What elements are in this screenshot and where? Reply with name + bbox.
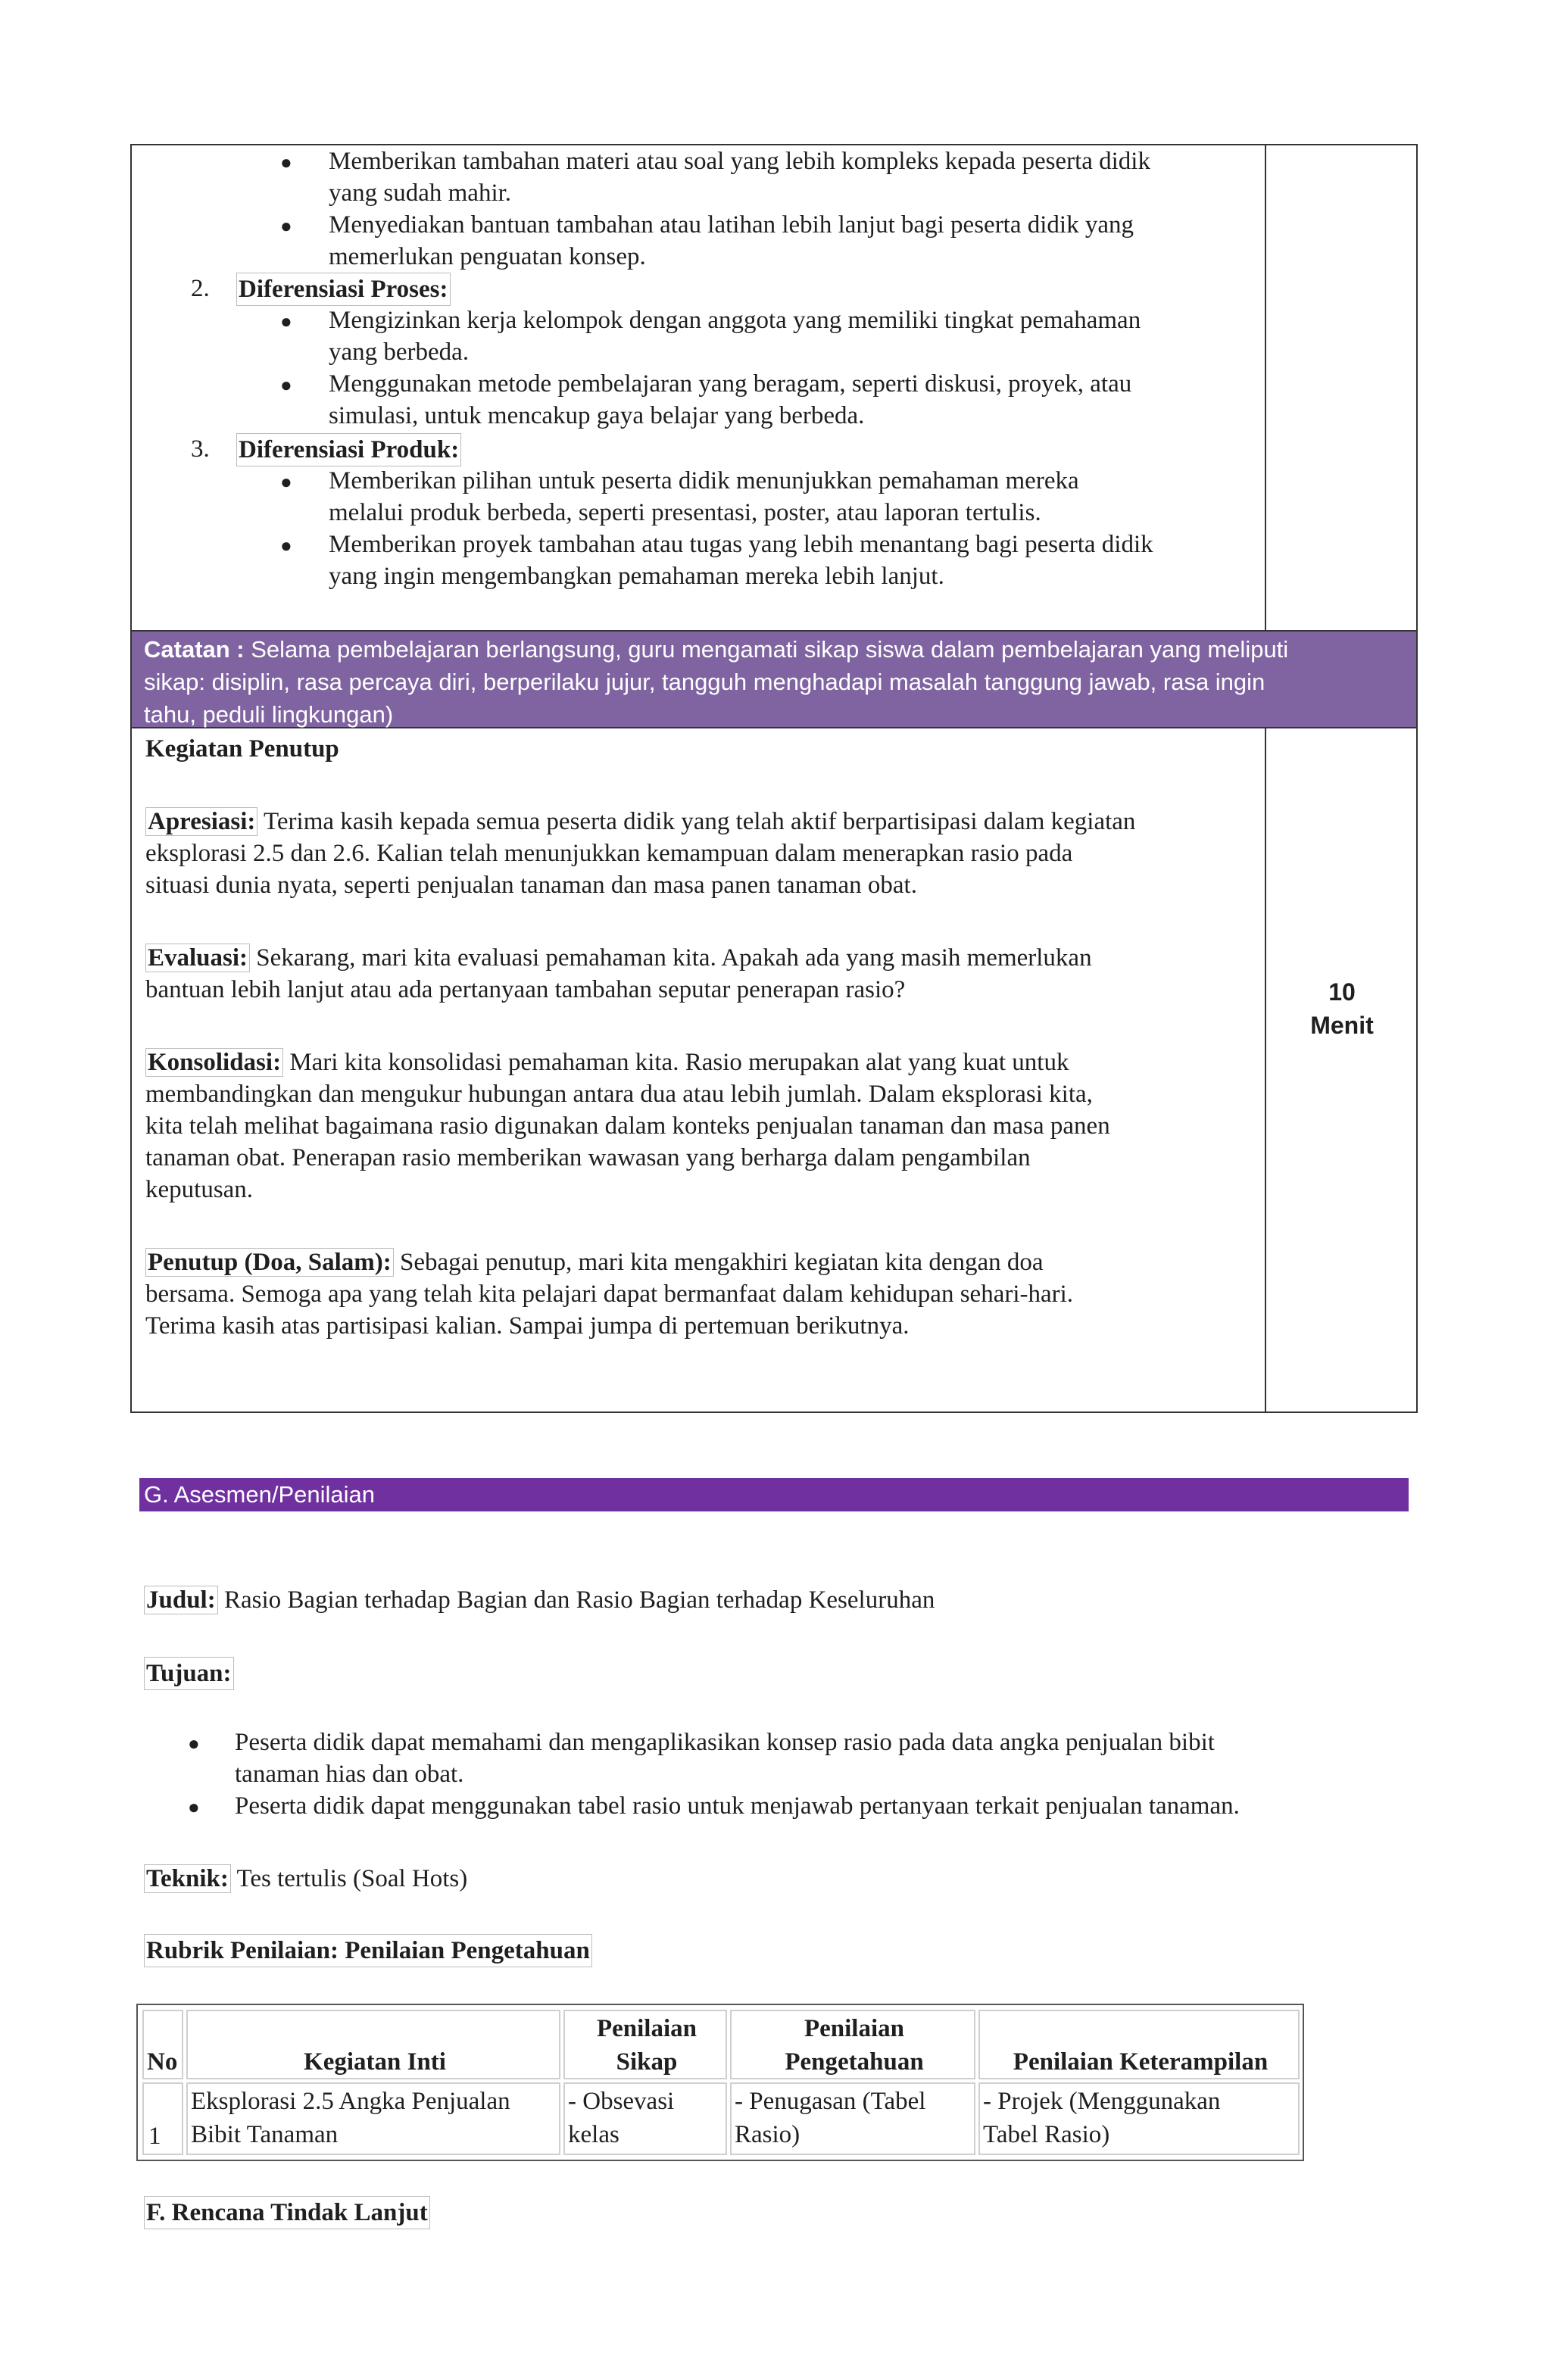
bullet-dot: ● xyxy=(188,1796,200,1818)
penutup-heading: Kegiatan Penutup xyxy=(145,735,339,763)
duration-cell xyxy=(1268,975,1416,1042)
asesmen-section-bar xyxy=(139,1478,1409,1511)
duration-unit: Menit xyxy=(1310,1012,1374,1039)
evaluasi-line-1: Evaluasi: Sekarang, mari kita evaluasi pemahaman kita. Apakah ada yang masih memerlukan xyxy=(145,942,1092,974)
konsolidasi-line-2: membandingkan dan mengukur hubungan antara dua atau lebih jumlah. Dalam eksplorasi kita, xyxy=(145,1081,1093,1108)
konsolidasi-label: Konsolidasi: xyxy=(145,1048,283,1077)
apresiasi-line-1: Apresiasi: Terima kasih kepada semua peserta didik yang telah aktif berpartisipasi dalam kegiatan xyxy=(145,806,1135,838)
bullet-dot: ● xyxy=(280,374,292,396)
evaluasi-label: Evaluasi: xyxy=(145,944,250,972)
tujuan-bullet-2-line-1: Peserta didik dapat menggunakan tabel rasio untuk menjawab pertanyaan terkait penjualan tanaman. xyxy=(235,1792,1240,1820)
teknik-label: Teknik: xyxy=(144,1864,231,1893)
bullet-dot: ● xyxy=(280,471,292,493)
row-keterampilan: - Projek (Menggunakan Tabel Rasio) xyxy=(978,2082,1300,2155)
konten-bullet-2-line-1: Menyediakan bantuan tambahan atau latihan lebih lanjut bagi peserta didik yang xyxy=(329,211,1134,239)
header-no: No xyxy=(142,2010,183,2079)
konsolidasi-line-5: keputusan. xyxy=(145,1176,254,1203)
produk-bullet-2-line-2: yang ingin mengembangkan pemahaman mereka lebih lanjut. xyxy=(329,563,944,590)
proses-title: Diferensiasi Proses: xyxy=(236,273,451,306)
catatan-line-1: Catatan : Selama pembelajaran berlangsung, guru mengamati sikap siswa dalam pembelajaran yang meliputi xyxy=(144,636,1289,663)
teknik-line: Teknik: Tes tertulis (Soal Hots) xyxy=(144,1863,467,1895)
judul-line: Judul: Rasio Bagian terhadap Bagian dan Rasio Bagian terhadap Keseluruhan xyxy=(144,1584,935,1616)
proses-bullet-2-line-1: Menggunakan metode pembelajaran yang beragam, seperti diskusi, proyek, atau xyxy=(329,370,1132,398)
header-sikap: Penilaian Sikap xyxy=(563,2010,727,2079)
produk-bullet-1-line-2: melalui produk berbeda, seperti presentasi, poster, atau laporan tertulis. xyxy=(329,499,1041,526)
doa-line-3: Terima kasih atas partisipasi kalian. Sampai jumpa di pertemuan berikutnya. xyxy=(145,1312,910,1340)
produk-number: 3. xyxy=(191,435,210,463)
bullet-dot: ● xyxy=(280,215,292,237)
rubric-table xyxy=(136,2004,1304,2161)
tujuan-bullet-1-line-2: tanaman hias dan obat. xyxy=(235,1761,464,1788)
evaluasi-line-2: bantuan lebih lanjut atau ada pertanyaan tambahan seputar penerapan rasio? xyxy=(145,976,906,1003)
doa-line-2: bersama. Semoga apa yang telah kita pelajari dapat bermanfaat dalam kehidupan sehari-hari. xyxy=(145,1280,1074,1308)
apresiasi-line-2: eksplorasi 2.5 dan 2.6. Kalian telah menunjukkan kemampuan dalam menerapkan rasio pada xyxy=(145,840,1073,867)
catatan-label: Catatan : xyxy=(144,636,245,663)
row-pengetahuan: - Penugasan (Tabel Rasio) xyxy=(730,2082,975,2155)
rubrik-label: Rubrik Penilaian: Penilaian Pengetahuan xyxy=(144,1934,592,1967)
row-no: 1 xyxy=(142,2082,183,2155)
column-divider xyxy=(1265,728,1266,1411)
judul-label: Judul: xyxy=(144,1586,218,1614)
catatan-banner xyxy=(132,630,1416,728)
konten-bullet-2-line-2: memerlukan penguatan konsep. xyxy=(329,243,646,270)
apresiasi-line-3: situasi dunia nyata, seperti penjualan tanaman dan masa panen tanaman obat. xyxy=(145,872,917,899)
konsolidasi-line-4: tanaman obat. Penerapan rasio memberikan wawasan yang berharga dalam pengambilan xyxy=(145,1144,1031,1171)
tujuan-label: Tujuan: xyxy=(144,1657,234,1690)
bullet-dot: ● xyxy=(280,535,292,557)
proses-bullet-1-line-1: Mengizinkan kerja kelompok dengan anggota yang memiliki tingkat pemahaman xyxy=(329,307,1141,334)
produk-title: Diferensiasi Produk: xyxy=(236,433,461,466)
lesson-activity-table xyxy=(130,144,1418,1413)
row-kegiatan: Eksplorasi 2.5 Angka Penjualan Bibit Tanaman xyxy=(186,2082,560,2155)
konten-bullet-1-line-2: yang sudah mahir. xyxy=(329,179,512,207)
duration-value: 10 xyxy=(1328,978,1356,1006)
bullet-dot: ● xyxy=(280,310,292,332)
rencana-title: F. Rencana Tindak Lanjut xyxy=(144,2196,430,2229)
proses-number: 2. xyxy=(191,275,210,302)
catatan-line-2: sikap: disiplin, rasa percaya diri, berperilaku jujur, tangguh menghadapi masalah tanggung jawab, rasa ingin xyxy=(144,669,1265,695)
column-divider xyxy=(1265,145,1266,630)
produk-bullet-1-line-1: Memberikan pilihan untuk peserta didik menunjukkan pemahaman mereka xyxy=(329,467,1079,494)
catatan-line-3: tahu, peduli lingkungan) xyxy=(144,701,394,728)
proses-bullet-2-line-2: simulasi, untuk mencakup gaya belajar yang berbeda. xyxy=(329,402,865,429)
konten-bullet-1-line-1: Memberikan tambahan materi atau soal yang lebih kompleks kepada peserta didik xyxy=(329,148,1150,175)
differentiation-row xyxy=(132,145,1416,630)
bullet-dot: ● xyxy=(188,1733,200,1755)
bullet-dot: ● xyxy=(280,151,292,173)
row-sikap: - Obsevasi kelas xyxy=(563,2082,727,2155)
doa-label: Penutup (Doa, Salam): xyxy=(145,1248,394,1277)
apresiasi-label: Apresiasi: xyxy=(145,807,257,836)
konsolidasi-line-3: kita telah melihat bagaimana rasio digunakan dalam konteks penjualan tanaman dan masa panen xyxy=(145,1112,1110,1140)
header-keterampilan: Penilaian Keterampilan xyxy=(978,2010,1300,2079)
produk-bullet-2-line-1: Memberikan proyek tambahan atau tugas yang lebih menantang bagi peserta didik xyxy=(329,531,1153,558)
tujuan-bullet-1-line-1: Peserta didik dapat memahami dan mengaplikasikan konsep rasio pada data angka penjualan bibit xyxy=(235,1729,1215,1756)
proses-bullet-1-line-2: yang berbeda. xyxy=(329,338,470,366)
asesmen-section-title: G. Asesmen/Penilaian xyxy=(144,1481,376,1508)
header-kegiatan: Kegiatan Inti xyxy=(186,2010,560,2079)
doa-line-1: Penutup (Doa, Salam): Sebagai penutup, mari kita mengakhiri kegiatan kita dengan doa xyxy=(145,1246,1044,1278)
header-pengetahuan: Penilaian Pengetahuan xyxy=(730,2010,975,2079)
konsolidasi-line-1: Konsolidasi: Mari kita konsolidasi pemahaman kita. Rasio merupakan alat yang kuat untuk xyxy=(145,1047,1069,1078)
